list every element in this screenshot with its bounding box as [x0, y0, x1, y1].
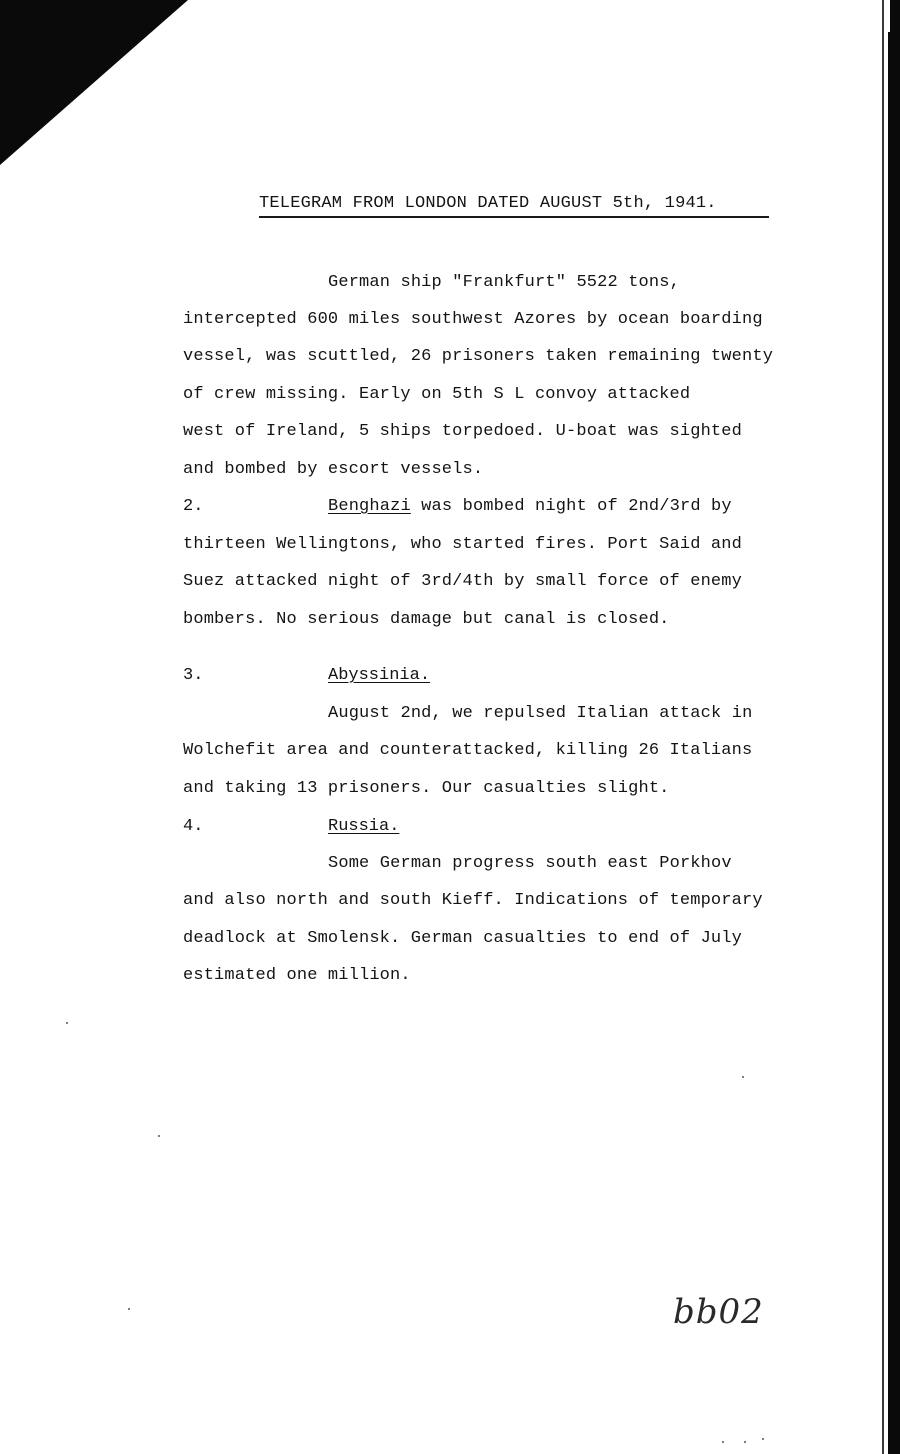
section4-heading: Russia.	[328, 817, 400, 836]
scan-speck	[722, 1441, 724, 1443]
section3-number: 3.	[183, 666, 204, 685]
scan-edge-line	[882, 0, 884, 1454]
scan-speck	[66, 1022, 68, 1024]
section2-line: thirteen Wellingtons, who started fires. Port Said and	[183, 535, 742, 554]
section2-first-line-rest: was bombed night of 2nd/3rd by	[410, 497, 732, 516]
para1-line: and bombed by escort vessels.	[183, 460, 484, 479]
document-title: TELEGRAM FROM LONDON DATED AUGUST 5th, 1941.	[259, 193, 769, 218]
section2-line: bombers. No serious damage but canal is closed.	[183, 610, 670, 629]
scan-speck	[158, 1135, 160, 1137]
para1-line: vessel, was scuttled, 26 prisoners taken remaining twenty	[183, 347, 774, 366]
scan-edge-shadow	[888, 32, 900, 1454]
section3-line: Wolchefit area and counterattacked, killing 26 Italians	[183, 741, 753, 760]
scan-edge-top	[890, 0, 900, 32]
section3-line: August 2nd, we repulsed Italian attack in	[328, 704, 753, 723]
handwritten-page-number: bb02	[673, 1292, 764, 1332]
scan-speck	[128, 1308, 130, 1310]
section2-line: Suez attacked night of 3rd/4th by small force of enemy	[183, 572, 742, 591]
para1-line: west of Ireland, 5 ships torpedoed. U-boat was sighted	[183, 422, 742, 441]
section3-heading: Abyssinia.	[328, 666, 431, 685]
section2-number: 2.	[183, 497, 204, 516]
para1-line: German ship "Frankfurt" 5522 tons,	[328, 273, 680, 292]
scan-corner-shadow	[0, 0, 188, 165]
section4-line: and also north and south Kieff. Indications of temporary	[183, 891, 763, 910]
para1-line: intercepted 600 miles southwest Azores by ocean boarding	[183, 310, 763, 329]
section4-line: Some German progress south east Porkhov	[328, 854, 732, 873]
section3-line: and taking 13 prisoners. Our casualties slight.	[183, 779, 670, 798]
scan-speck	[762, 1438, 764, 1440]
para1-line: of crew missing. Early on 5th S L convoy attacked	[183, 385, 691, 404]
scan-speck	[744, 1441, 746, 1443]
section4-number: 4.	[183, 817, 204, 836]
section4-line: deadlock at Smolensk. German casualties to end of July	[183, 929, 742, 948]
section2-heading: Benghazi	[328, 497, 411, 516]
scan-speck	[742, 1076, 744, 1078]
section2-first-line	[328, 496, 732, 518]
section4-line: estimated one million.	[183, 966, 411, 985]
